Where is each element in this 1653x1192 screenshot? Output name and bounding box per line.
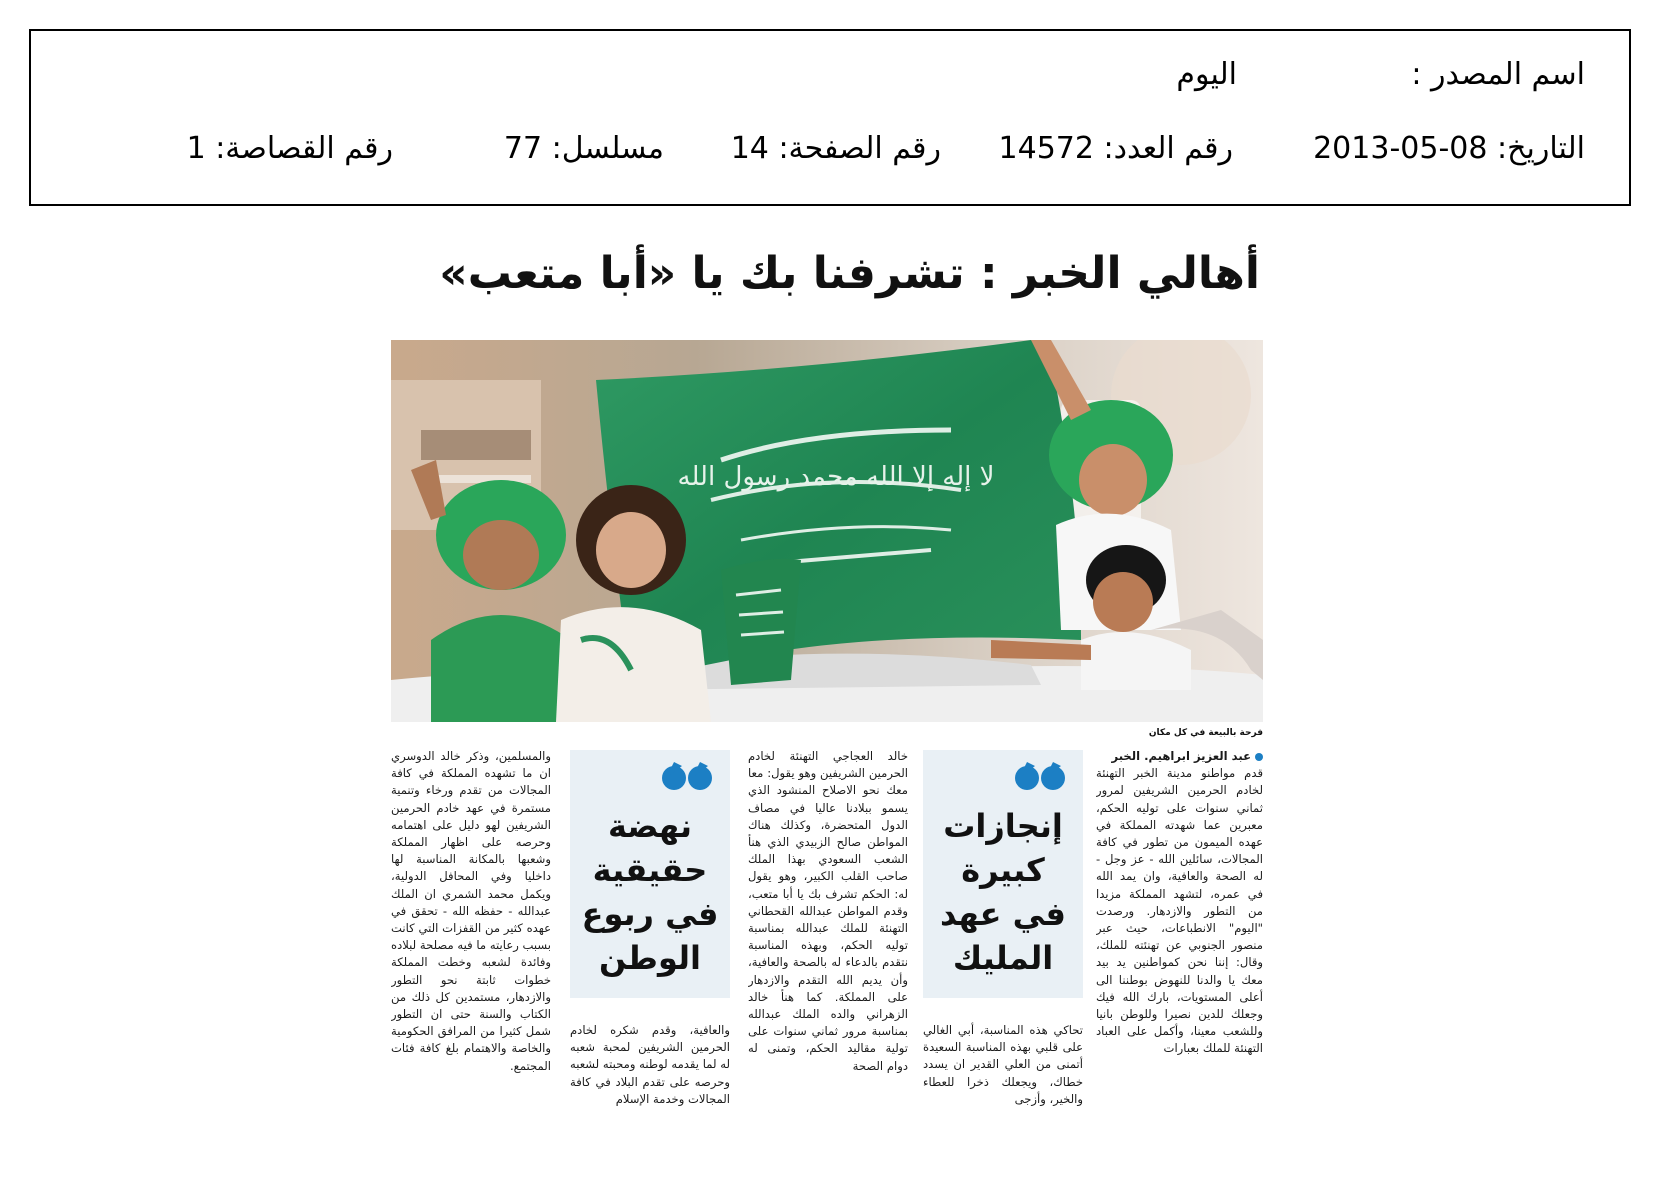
article-column-3 — [748, 748, 908, 1116]
column-4-text: والعافية، وقدم شكره لخادم الحرمين الشريفين لمحبة شعبه له لما يقدمه لوطنه ومحبته لشعبه وحرصه على تقدم البلاد في كافة المجالات وخدمة الإسلام — [570, 1023, 730, 1106]
article-column-5 — [391, 748, 551, 1116]
column-2-text: تحاكي هذه المناسبة، أبي الغالي على قلبي بهذه المناسبة السعيدة أتمنى من العلي القدير ان يسدد خطاك، ويجعلك ذخرا للعطاء والخير، وأزجى — [923, 1023, 1083, 1106]
article-column-4 — [570, 1022, 730, 1116]
article-photo — [391, 340, 1263, 722]
pull-quote-1-text: إنجازات كبيرة في عهد المليك — [940, 807, 1066, 977]
page-number: رقم الصفحة: 14 — [730, 131, 941, 166]
column-3-text: خالد العجاجي التهنئة لخادم الحرمين الشريفين وهو يقول: معا معك نحو الاصلاح المنشود الذي يسمو ببلادنا عاليا في مصاف الدول المتحضرة، وكذلك هناك المواطن صالح الزبيدي الذي هنأ الشعب السعودي بهذا الملك صاحب القلب الكبير، وهو يقول له: الحكم تشرف بك يا أبا متعب، وقدم المواطن عبدالله القحطاني التهنئة للملك عبدالله بمناسبة توليه الحكم، وبهذه المناسبة نتقدم بالدعاء له بالصحة والعافية، وأن يديم الله التقدم والازدهار على المملكة. كما هنأ خالد الزهراني والده الملك عبدالله بمناسبة مرور ثماني سنوات على تولية مقاليد الحكم، وتمنى له دوام الصحة — [748, 749, 908, 1073]
column-5-text: والمسلمين، وذكر خالد الدوسري ان ما تشهده المملكة في كافة المجالات من تقدم ورخاء وتنمية مستمرة في عهد خادم الحرمين الشريفين لهو دليل على اهتمامه وحرصه على اظهار المملكة وشعبها بالمكانة المناسبة لها داخليا وفي المحافل الدولية، ويكمل محمد الشمري ان الملك عبدالله - حفظه الله - تحقق في عهده كثير من القفزات التي كانت بسبب رعايته ما فيه مصلحة لبلاده وفائدة لشعبه وخطت المملكة خطوات ثابتة نحو التطور والازدهار، مستمدين كل ذلك من الكتاب والسنة حتى ان التطور شمل كثيرا من المرافق الحكومية والخاصة والاهتمام بلغ كافة فئات المجتمع. — [391, 749, 551, 1073]
source-label: اسم المصدر : — [1411, 57, 1585, 92]
pull-quote-box-1 — [923, 750, 1083, 998]
clip-number: رقم القصاصة: 1 — [186, 131, 393, 166]
byline-line — [1096, 748, 1263, 765]
issue-number: رقم العدد: 14572 — [998, 131, 1233, 166]
article-column-2 — [923, 1022, 1083, 1116]
quote-mark-icon — [570, 750, 730, 800]
byline: عبد العزيز ابراهيم. الخبر — [1111, 749, 1251, 763]
pull-quote-2-text: نهضة حقيقية في ربوع الوطن — [581, 807, 719, 977]
pull-quote-box-2 — [570, 750, 730, 998]
clipping-header — [29, 29, 1631, 206]
date-field: التاريخ: 08-05-2013 — [1313, 131, 1585, 166]
bullet-dot-icon — [1255, 753, 1263, 761]
column-1-text: قدم مواطنو مدينة الخبر التهنئة لخادم الحرمين الشريفين لمرور ثماني سنوات على توليه الحكم، معبرين عما شهدته المملكة في عهده الميمون من تطور في كافة المجالات، سائلين الله - عز وجل - له الصحة والعافية، وان يمد الله في عمره، لتشهد المملكة مزيدا من التطور والازدهار. ورصدت "اليوم" الانطباعات، حيث عبر منصور الجنوبي عن تهنئته للملك، وقال: إننا نحن كمواطنين يد بيد معك يا والدنا للنهوض بوطننا الى أعلى المستويات، بارك الله فيك وجعلك للدين نصيرا وللوطن بانيا وللشعب معينا، وأكمل على العباد التهنئة للملك بعبارات — [1096, 766, 1263, 1056]
article-headline: أهالي الخبر : تشرفنا بك يا «أبا متعب» — [439, 248, 1260, 299]
photo-caption: فرحة بالبيعة في كل مكان — [1148, 728, 1263, 738]
source-value: اليوم — [1176, 57, 1237, 92]
flag-inscription: لا إله إلا الله محمد رسول الله — [677, 462, 995, 492]
serial-number: مسلسل: 77 — [503, 131, 664, 166]
article-column-1 — [1096, 748, 1263, 1116]
quote-mark-icon — [923, 750, 1083, 800]
